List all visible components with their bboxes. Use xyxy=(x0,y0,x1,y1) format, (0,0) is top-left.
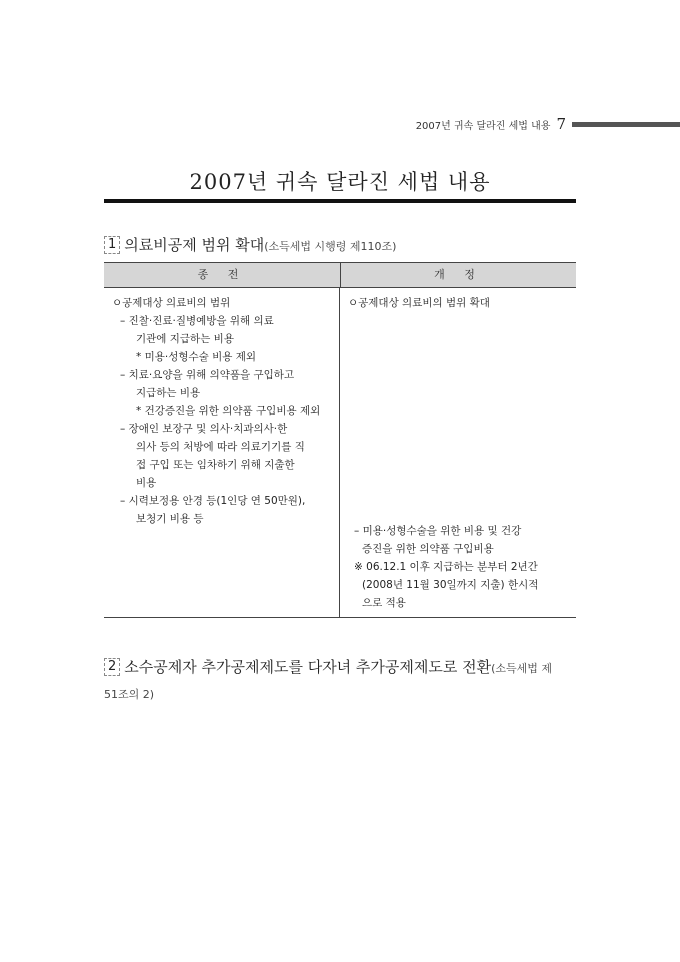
section-1-heading xyxy=(104,233,580,259)
list-item: ㅇ공제대상 의료비의 범위 xyxy=(112,297,231,309)
list-item: 기관에 지급하는 비용 xyxy=(136,333,234,345)
section-heading: 소수공제자 추가공제제도를 다자녀 추가공제제도로 전환 xyxy=(124,658,492,676)
section-subheading: (소득세법 시행령 제110조) xyxy=(264,240,397,253)
list-item: – 치료·요양을 위해 의약품을 구입하고 xyxy=(120,369,295,381)
section-2-heading xyxy=(104,655,580,707)
list-item: ㅇ공제대상 의료비의 범위 확대 xyxy=(348,297,490,309)
list-item: – 진찰·진료·질병예방을 위해 의료 xyxy=(120,315,274,327)
list-item: 의사 등의 처방에 따라 의료기기를 직 xyxy=(136,441,305,453)
list-item: * 건강증진을 위한 의약품 구입비용 제외 xyxy=(136,405,321,417)
title-rule xyxy=(104,199,576,203)
table-body-row xyxy=(104,288,576,617)
running-header-title: 2007년 귀속 달라진 세법 내용 xyxy=(415,120,551,132)
list-item: 접 구입 또는 임차하기 위해 지출한 xyxy=(136,459,295,471)
list-item: – 미용·성형수술을 위한 비용 및 건강 xyxy=(354,525,522,537)
list-item: – 시력보정용 안경 등(1인당 연 50만원), xyxy=(120,495,306,507)
list-item: 증진을 위한 의약품 구입비용 xyxy=(362,543,494,555)
list-item: 비용 xyxy=(136,477,157,489)
before-column xyxy=(104,288,340,617)
table-header-row xyxy=(104,263,576,288)
after-details xyxy=(354,522,538,612)
list-item: – 장애인 보장구 및 의사·치과의사·한 xyxy=(120,423,288,435)
header-bar xyxy=(572,122,680,127)
header-after: 개 정 xyxy=(434,268,483,281)
section-subheading: (소득세법 제 xyxy=(491,662,553,675)
list-item: 지급하는 비용 xyxy=(136,387,201,399)
comparison-table xyxy=(104,262,576,618)
page-title: 2007년 귀속 달라진 세법 내용 xyxy=(189,170,491,194)
list-item: 으로 적용 xyxy=(362,597,406,609)
after-column xyxy=(340,288,576,617)
section-subheading-cont: 51조의 2) xyxy=(104,688,155,701)
list-item: 보청기 비용 등 xyxy=(136,513,204,525)
list-item: * 미용·성형수술 비용 제외 xyxy=(136,351,257,363)
list-item: (2008년 11월 30일까지 지출) 한시적 xyxy=(362,579,539,591)
running-header xyxy=(416,114,680,134)
list-item: ※ 06.12.1 이후 지급하는 분부터 2년간 xyxy=(354,561,538,573)
section-number-box: 2 xyxy=(104,658,120,676)
page-number: 7 xyxy=(556,115,566,133)
section-heading: 의료비공제 범위 확대 xyxy=(124,236,265,254)
section-number-box: 1 xyxy=(104,236,120,254)
header-before: 종 전 xyxy=(104,263,341,287)
